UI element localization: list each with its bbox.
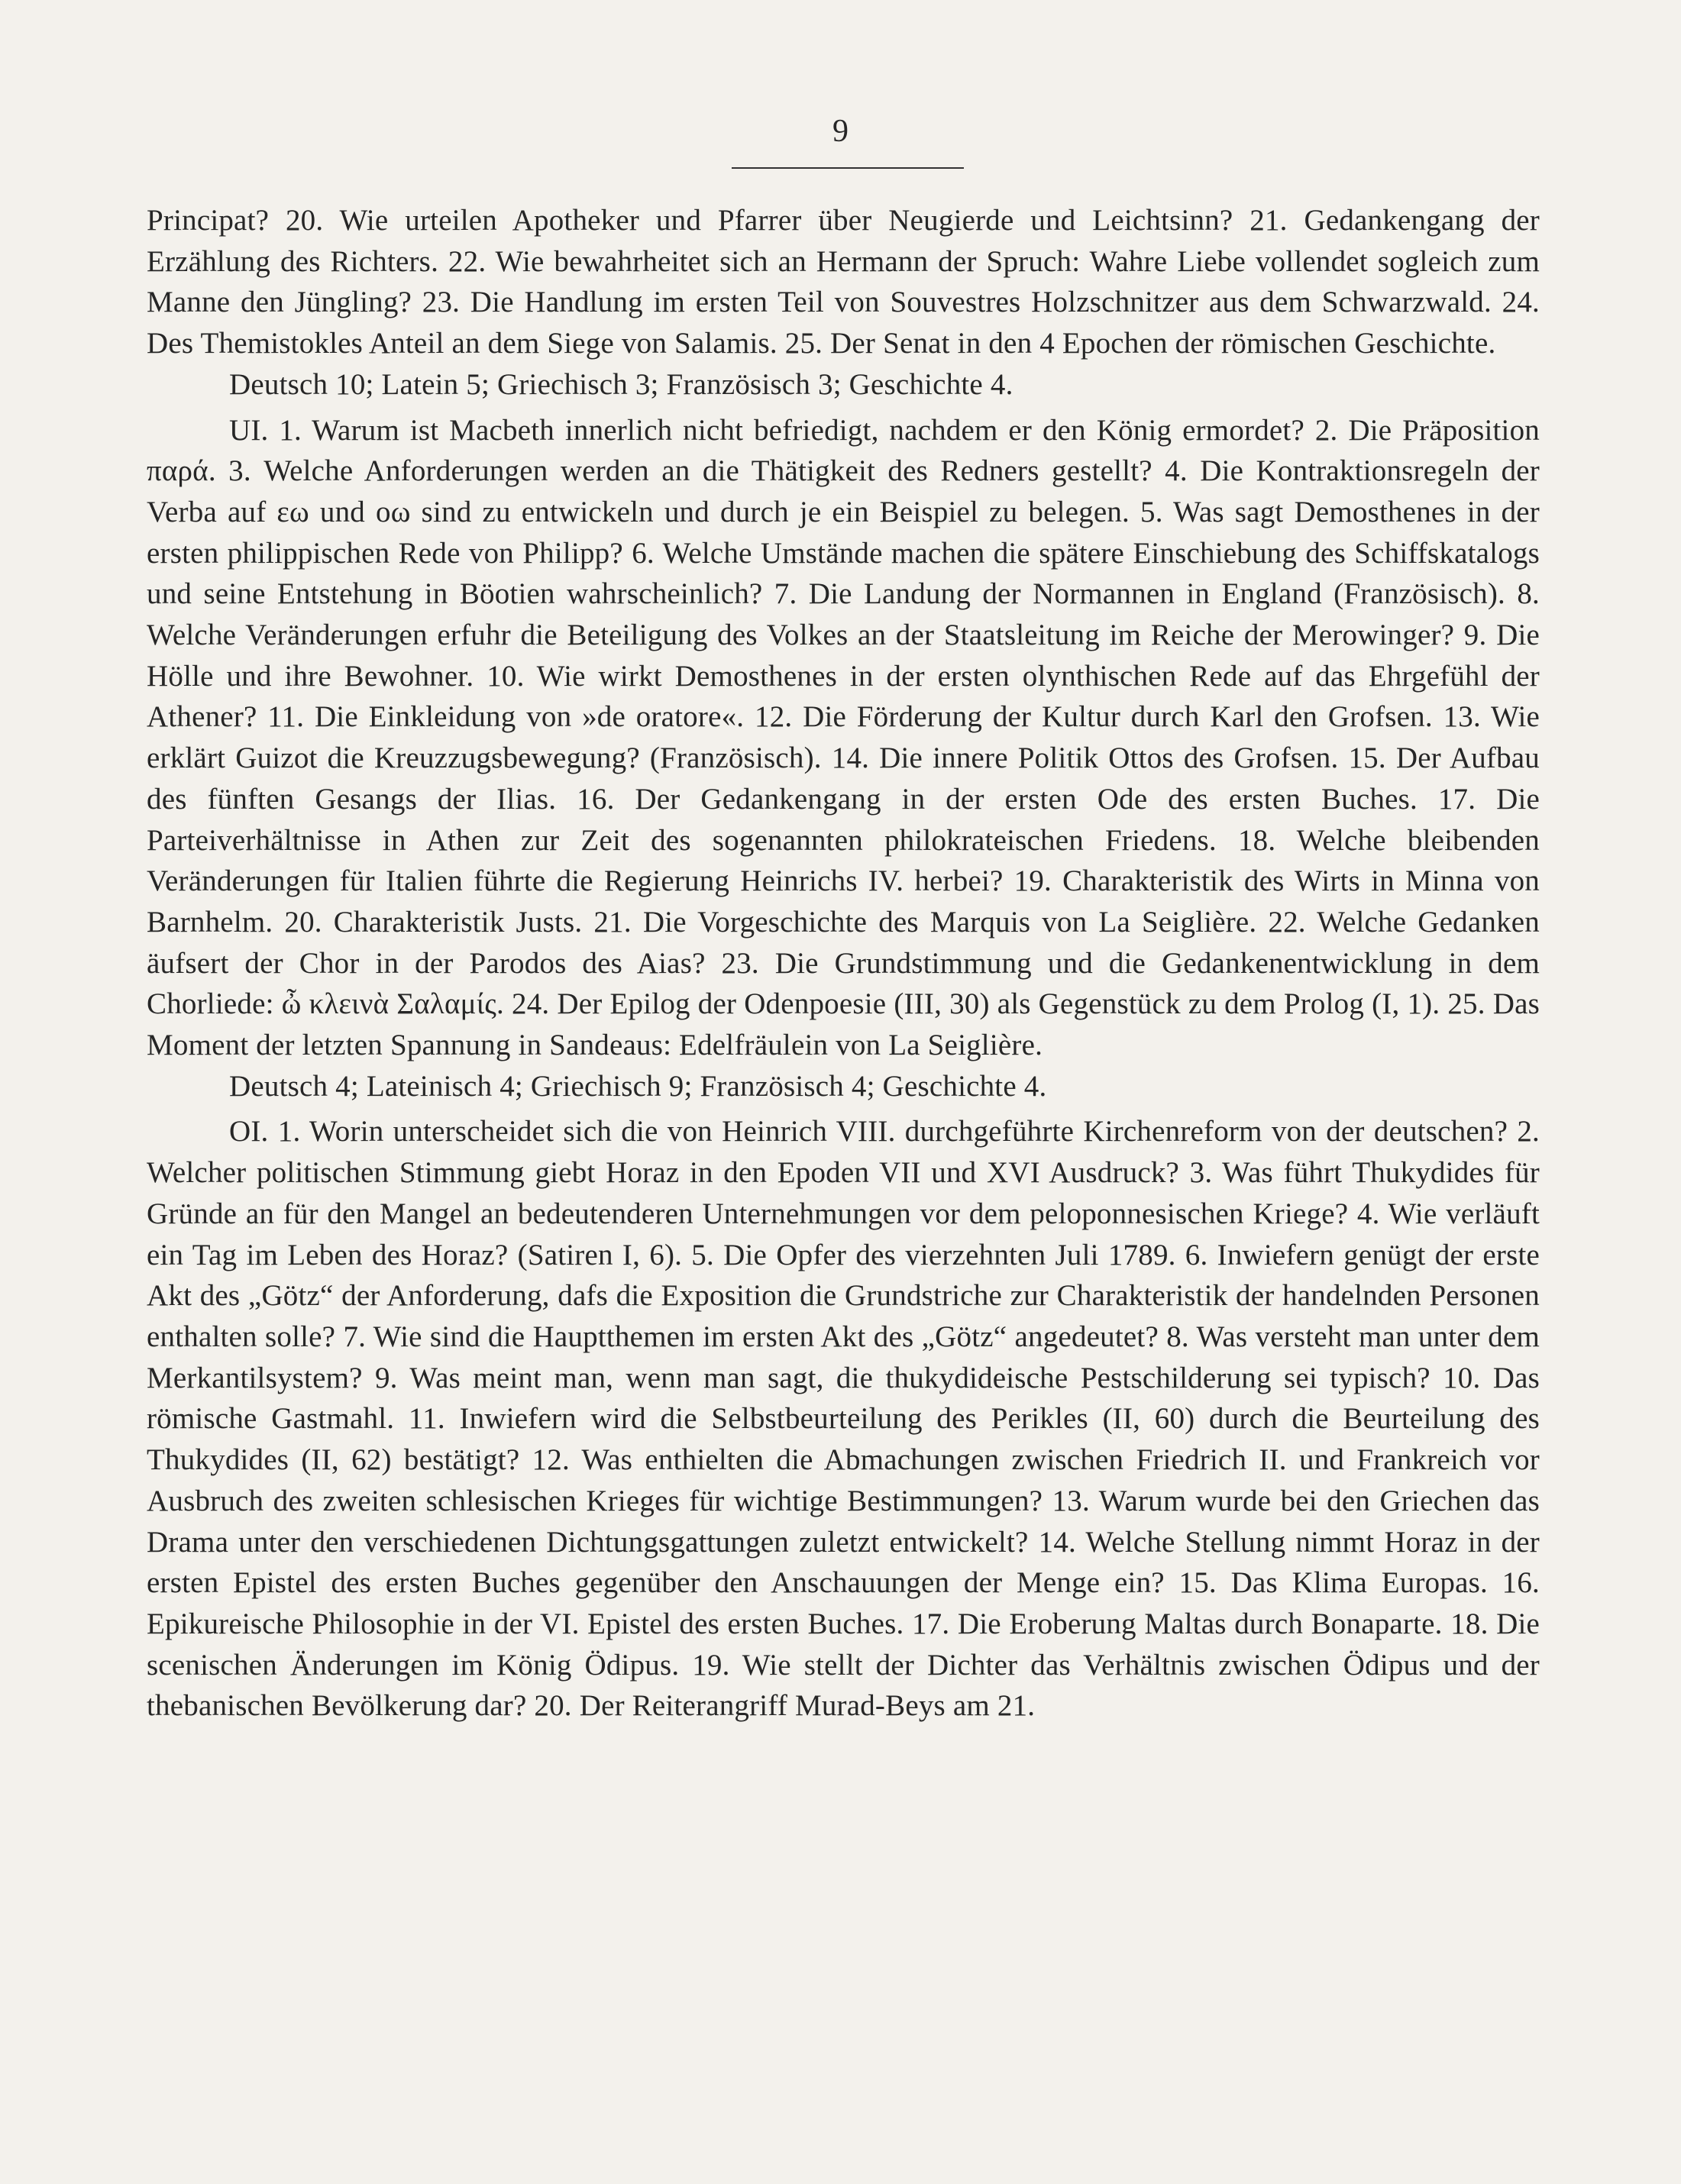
ui-paragraph: UI. 1. Warum ist Macbeth innerlich nicht befriedigt, nachdem er den König ermordet? 2. Die Präposition παρά. 3. Welche Anforderungen werden an die Thätigkeit des Redners gestellt? 4. Die Kontraktionsregeln der Verba auf εω und οω sind zu entwickeln und durch je ein Beispiel zu belegen. 5. Was sagt Demosthenes in der ersten philippischen Rede von Philipp? 6. Welche Umstände machen die spätere Einschiebung des Schiffskatalogs und seine Entstehung in Böotien wahrscheinlich? 7. Die Landung der Normannen in England (Französisch). 8. Welche Veränderungen erfuhr die Beteiligung des Volkes an der Staatsleitung im Reiche der Merowinger? 9. Die Hölle und ihre Bewohner. 10. Wie wirkt Demosthenes in der ersten olynthischen Rede auf das Ehrgefühl der Athener? 11. Die Einkleidung von »de oratore«. 12. Die Förderung der Kultur durch Karl den Grofsen. 13. Wie erklärt Guizot die Kreuzzugsbewegung? (Französisch). 14. Die innere Politik Ottos des Grofsen. 15. Der Aufbau des fünften Gesangs der Ilias. 16. Der Gedankengang in der ersten Ode des ersten Buches. 17. Die Parteiverhältnisse in Athen zur Zeit des sogenannten philokrateischen Friedens. 18. Welche bleibenden Veränderungen für Italien führte die Regierung Heinrichs IV. herbei? 19. Charakteristik des Wirts in Minna von Barnhelm. 20. Charakteristik Justs. 21. Die Vorgeschichte des Marquis von La Seiglière. 22. Welche Gedanken äufsert der Chor in der Parodos des Aias? 23. Die Grundstimmung und die Gedankenentwicklung in dem Chorliede: ὦ κλεινὰ Σαλαμίς. 24. Der Epilog der Odenpoesie (III, 30) als Gegenstück zu dem Prolog (I, 1). 25. Das Moment der letzten Spannung in Sandeaus: Edelfräulein von La Seiglière.	[147, 413, 1540, 1062]
oi-paragraph: OI. 1. Worin unterscheidet sich die von Heinrich VIII. durchgeführte Kirchenreform von der deutschen? 2. Welcher politischen Stimmung giebt Horaz in den Epoden VII und XVI Ausdruck? 3. Was führt Thukydides für Gründe an für den Mangel an bedeutenderen Unternehmungen vor dem peloponnesischen Kriege? 4. Wie verläuft ein Tag im Leben des Horaz? (Satiren I, 6). 5. Die Opfer des vierzehnten Juli 1789. 6. Inwiefern genügt der erste Akt des „Götz“ der Anforderung, dafs die Exposition die Grundstriche zur Charakteristik der handelnden Personen enthalten solle? 7. Wie sind die Hauptthemen im ersten Akt des „Götz“ angedeutet? 8. Was versteht man unter dem Merkantilsystem? 9. Was meint man, wenn man sagt, die thukydideische Pestschilderung sei typisch? 10. Das römische Gastmahl. 11. Inwiefern wird die Selbstbeurteilung des Perikles (II, 60) durch die Beurteilung des Thukydides (II, 62) bestätigt? 12. Was enthielten die Abmachungen zwischen Friedrich II. und Frankreich vor Ausbruch des zweiten schlesischen Krieges für wichtige Bestimmungen? 13. Warum wurde bei den Griechen das Drama unter den verschiedenen Dichtungsgattungen zuletzt entwickelt? 14. Welche Stellung nimmt Horaz in der ersten Epistel des ersten Buches gegenüber den Anschauungen der Menge ein? 15. Das Klima Europas. 16. Epikureische Philosophie in der VI. Epistel des ersten Buches. 17. Die Eroberung Maltas durch Bonaparte. 18. Die scenischen Änderungen im König Ödipus. 19. Wie stellt der Dichter das Verhältnis zwischen Ödipus und der thebanischen Bevölkerung dar? 20. Der Reiterangriff Murad-Beys am 21.	[147, 1115, 1540, 1723]
ui-hours: Deutsch 4; Lateinisch 4; Griechisch 9; Französisch 4; Geschichte 4.	[229, 1069, 1047, 1103]
intro-paragraph: Principat? 20. Wie urteilen Apotheker und Pfarrer über Neugierde und Leichtsinn? 21. Gedankengang der Erzählung des Richters. 22. Wie bewahrheitet sich an Hermann der Spruch: Wahre Liebe vollendet sogleich zum Manne den Jüngling? 23. Die Handlung im ersten Teil von Souvestres Holzschnitzer aus dem Schwarzwald. 24. Des Themistokles Anteil an dem Siege von Salamis. 25. Der Senat in den 4 Epochen der römischen Geschichte.	[147, 204, 1540, 360]
page-number: 9	[832, 114, 849, 149]
intro-hours: Deutsch 10; Latein 5; Griechisch 3; Französisch 3; Geschichte 4.	[229, 367, 1013, 401]
header-rule	[732, 167, 964, 169]
page-body	[147, 200, 1540, 1727]
